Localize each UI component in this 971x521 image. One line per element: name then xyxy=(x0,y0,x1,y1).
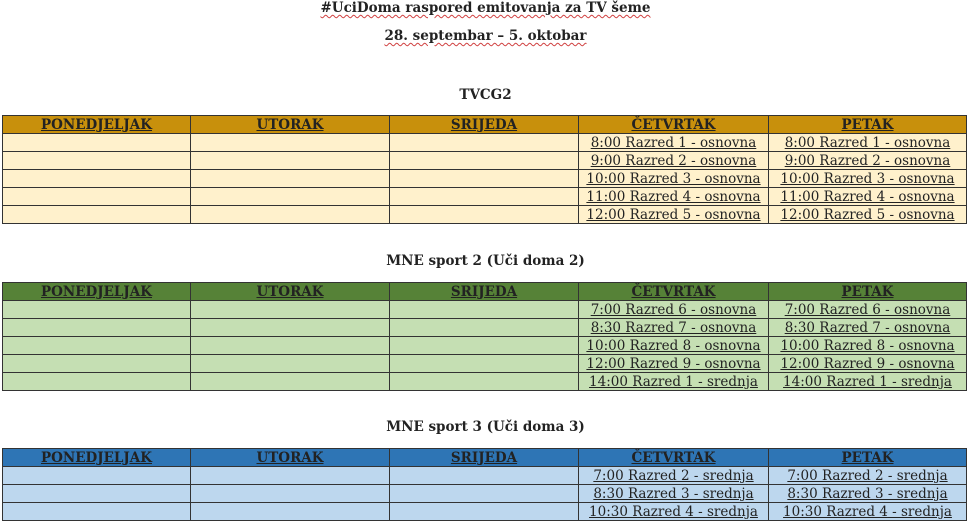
schedule-table-mne-sport-2 xyxy=(2,282,967,391)
table-cell xyxy=(3,134,191,152)
table-cell: 7:00 Razred 2 - srednja xyxy=(579,467,769,485)
table-cell xyxy=(390,301,579,319)
table-row xyxy=(3,355,967,373)
table-cell: 12:00 Razred 5 - osnovna xyxy=(769,206,967,224)
column-header-friday: PETAK xyxy=(769,449,967,467)
column-header-wednesday: SRIJEDA xyxy=(390,116,579,134)
table-cell xyxy=(191,467,390,485)
table-cell xyxy=(390,319,579,337)
table-cell: 7:00 Razred 6 - osnovna xyxy=(579,301,769,319)
table-cell: 14:00 Razred 1 - srednja xyxy=(769,373,967,391)
section-title-tvcg2: TVCG2 xyxy=(459,87,512,103)
schedule-table-tvcg2 xyxy=(2,115,967,224)
table-cell xyxy=(3,319,191,337)
section-title-mne-sport-2: MNE sport 2 (Uči doma 2) xyxy=(386,253,585,269)
table-cell xyxy=(191,373,390,391)
table-cell: 14:00 Razred 1 - srednja xyxy=(579,373,769,391)
table-cell: 8:30 Razred 7 - osnovna xyxy=(579,319,769,337)
column-header-tuesday: UTORAK xyxy=(191,116,390,134)
section-title-mne-sport-3: MNE sport 3 (Uči doma 3) xyxy=(386,419,585,435)
table-cell xyxy=(191,337,390,355)
table-cell: 12:00 Razred 9 - osnovna xyxy=(769,355,967,373)
table-cell: 10:00 Razred 3 - osnovna xyxy=(769,170,967,188)
table-cell xyxy=(191,319,390,337)
table-cell xyxy=(3,301,191,319)
table-cell xyxy=(390,503,579,521)
table-row xyxy=(3,152,967,170)
table-cell xyxy=(191,355,390,373)
table-cell xyxy=(390,170,579,188)
table-cell xyxy=(191,188,390,206)
table-cell: 10:00 Razred 3 - osnovna xyxy=(579,170,769,188)
table-header-row xyxy=(3,283,967,301)
table-row xyxy=(3,170,967,188)
column-header-tuesday: UTORAK xyxy=(191,449,390,467)
table-cell xyxy=(191,206,390,224)
column-header-friday: PETAK xyxy=(769,283,967,301)
table-cell xyxy=(390,337,579,355)
table-cell xyxy=(191,134,390,152)
table-cell: 10:30 Razred 4 - srednja xyxy=(579,503,769,521)
table-cell: 11:00 Razred 4 - osnovna xyxy=(769,188,967,206)
table-cell: 10:00 Razred 8 - osnovna xyxy=(769,337,967,355)
table-cell xyxy=(3,188,191,206)
table-header-row xyxy=(3,449,967,467)
table-row xyxy=(3,206,967,224)
table-cell xyxy=(390,373,579,391)
column-header-monday: PONEDJELJAK xyxy=(3,283,191,301)
column-header-friday: PETAK xyxy=(769,116,967,134)
table-cell xyxy=(3,170,191,188)
table-cell: 8:30 Razred 7 - osnovna xyxy=(769,319,967,337)
table-cell xyxy=(3,373,191,391)
table-cell xyxy=(191,301,390,319)
table-row xyxy=(3,467,967,485)
column-header-monday: PONEDJELJAK xyxy=(3,449,191,467)
column-header-wednesday: SRIJEDA xyxy=(390,283,579,301)
table-cell: 10:30 Razred 4 - srednja xyxy=(769,503,967,521)
table-cell xyxy=(390,152,579,170)
table-cell: 12:00 Razred 9 - osnovna xyxy=(579,355,769,373)
table-cell xyxy=(3,152,191,170)
table-cell xyxy=(191,503,390,521)
table-cell xyxy=(191,152,390,170)
table-cell: 8:00 Razred 1 - osnovna xyxy=(579,134,769,152)
table-row xyxy=(3,503,967,521)
table-cell: 12:00 Razred 5 - osnovna xyxy=(579,206,769,224)
column-header-thursday: ČETVRTAK xyxy=(579,116,769,134)
table-cell: 7:00 Razred 2 - srednja xyxy=(769,467,967,485)
table-cell: 9:00 Razred 2 - osnovna xyxy=(579,152,769,170)
table-cell xyxy=(3,503,191,521)
column-header-wednesday: SRIJEDA xyxy=(390,449,579,467)
table-row xyxy=(3,373,967,391)
table-row xyxy=(3,337,967,355)
table-cell xyxy=(390,134,579,152)
table-cell: 8:30 Razred 3 - srednja xyxy=(579,485,769,503)
table-row xyxy=(3,301,967,319)
table-row xyxy=(3,134,967,152)
table-cell xyxy=(390,188,579,206)
date-range-subtitle: 28. septembar – 5. oktobar xyxy=(384,28,587,44)
table-cell xyxy=(3,337,191,355)
table-cell xyxy=(3,206,191,224)
table-cell xyxy=(390,206,579,224)
table-cell xyxy=(390,485,579,503)
table-cell xyxy=(3,485,191,503)
table-row xyxy=(3,319,967,337)
column-header-thursday: ČETVRTAK xyxy=(579,449,769,467)
table-cell xyxy=(191,485,390,503)
table-cell xyxy=(3,467,191,485)
table-row xyxy=(3,188,967,206)
table-cell: 10:00 Razred 8 - osnovna xyxy=(579,337,769,355)
table-cell: 11:00 Razred 4 - osnovna xyxy=(579,188,769,206)
schedule-table-mne-sport-3 xyxy=(2,448,967,521)
column-header-thursday: ČETVRTAK xyxy=(579,283,769,301)
table-cell xyxy=(390,355,579,373)
table-cell: 8:00 Razred 1 - osnovna xyxy=(769,134,967,152)
column-header-tuesday: UTORAK xyxy=(191,283,390,301)
table-cell: 9:00 Razred 2 - osnovna xyxy=(769,152,967,170)
table-cell: 8:30 Razred 3 - srednja xyxy=(769,485,967,503)
table-cell xyxy=(191,170,390,188)
column-header-monday: PONEDJELJAK xyxy=(3,116,191,134)
table-header-row xyxy=(3,116,967,134)
table-cell xyxy=(3,355,191,373)
table-row xyxy=(3,485,967,503)
table-cell: 7:00 Razred 6 - osnovna xyxy=(769,301,967,319)
table-cell xyxy=(390,467,579,485)
document-title: #UciDoma raspored emitovanja za TV šeme xyxy=(320,0,651,16)
